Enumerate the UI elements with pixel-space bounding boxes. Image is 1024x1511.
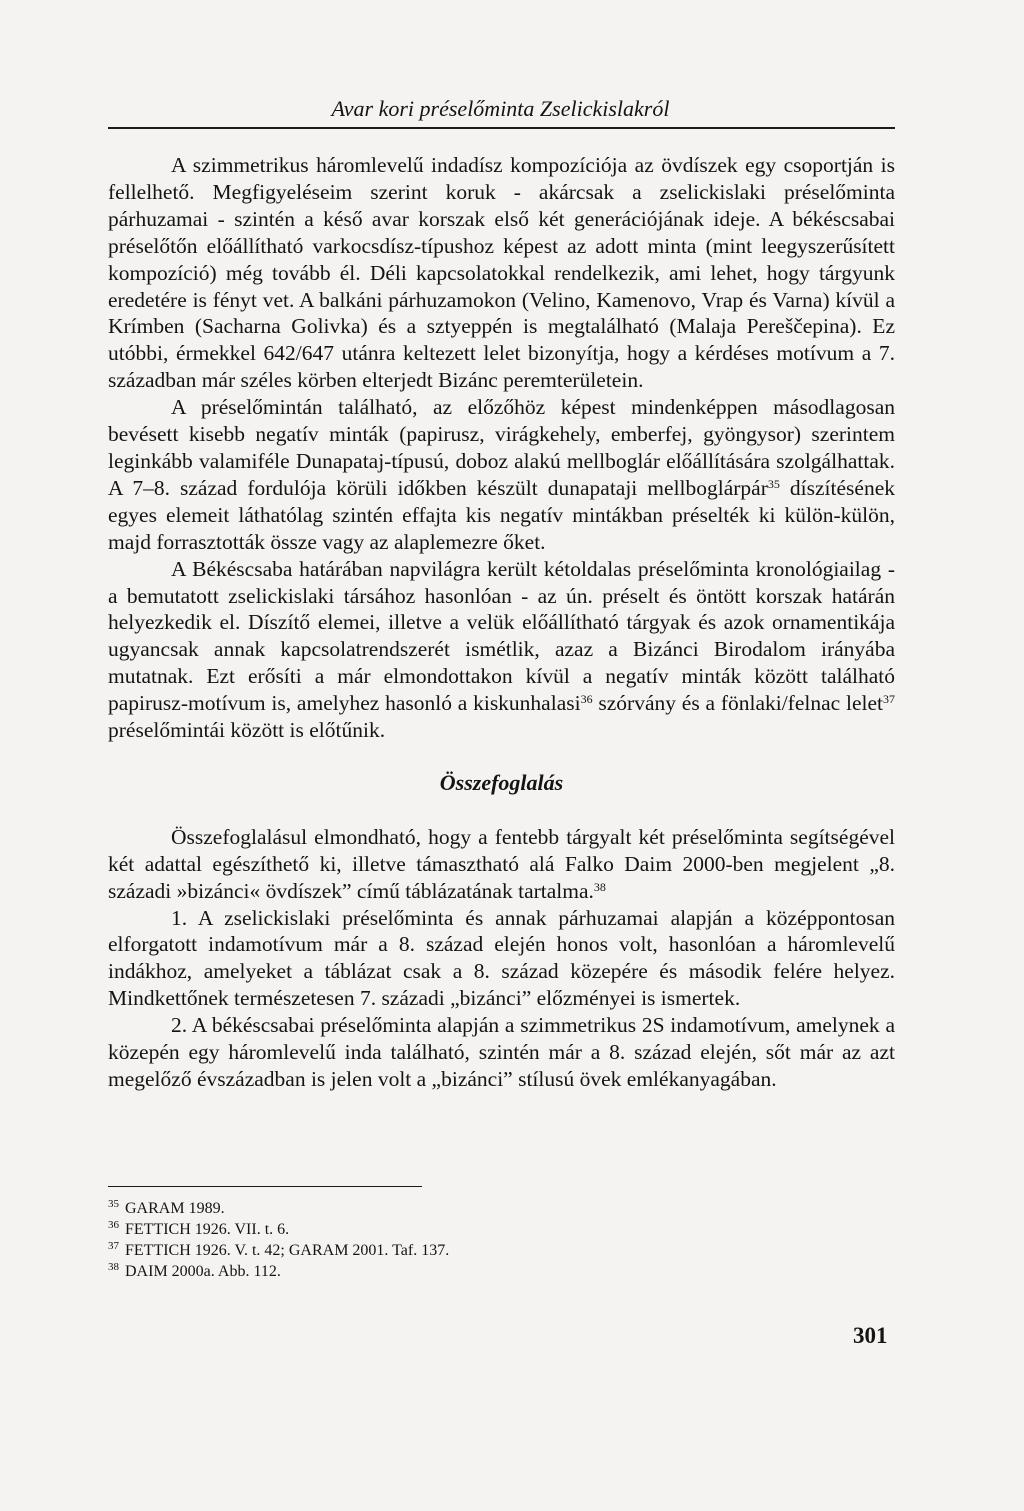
footnote	[108, 1198, 708, 1219]
paragraph-text: 1. A zselickislaki préselőminta és annak párhuzamai alapján a középpontosan elforgatott indamotívum már a 8. század elején honos volt, hasonlóan a háromlevelű indákhoz, amelyeket a táblázat csak a 8. század közepére és második felére helyez. Mindkettőnek természetesen 7. századi „bizánci” előzményei is ismertek.	[108, 905, 895, 1011]
footnote	[108, 1240, 708, 1261]
footnote	[108, 1219, 708, 1240]
paragraph	[108, 152, 895, 394]
body-text	[108, 152, 895, 1093]
footnote-number: 36	[108, 1219, 119, 1231]
paragraph-text: szórvány és a fönlaki/felnac lelet	[592, 691, 883, 716]
paragraph-text: Összefoglalásul elmondható, hogy a fentebb tárgyalt két préselőminta segítségével két adattal egészíthető ki, illetve támasztható alá Falko Daim 2000-ben megjelent „8. századi »bizánci« övdíszek” című táblázatának tartalma.	[108, 824, 895, 903]
footnote-ref[interactable]: 35	[767, 476, 780, 491]
footnote-ref[interactable]: 36	[580, 692, 593, 707]
footnote-text: DAIM 2000a. Abb. 112.	[125, 1263, 281, 1280]
paragraph-text: A Békéscsaba határában napvilágra került kétoldalas préselőminta kronológiailag - a bemutatott zselickislaki társához hasonlóan - az ún. préselt és öntött korszak határán helyezkedik el. Díszítő elemei, illetve a velük előállítható tárgyak és azok ornamentikája ugyancsak annak kapcsolatrendszerét ismétlik, azaz a Bizánci Birodalom irányába mutatnak. Ezt erősíti a már elmondottakon kívül a negatív minták között található papirusz-motívum is, amelyhez hasonló a kiskunhalasi	[108, 556, 895, 716]
footnote-divider	[108, 1186, 422, 1187]
footnote-number: 37	[108, 1240, 119, 1252]
running-header: Avar kori préselőminta Zselickislakról	[331, 96, 670, 121]
paragraph-text: A szimmetrikus háromlevelű indadísz kompozíciója az övdíszek egy csoportján is fellelhető. Megfigyeléseim szerint koruk - akárcsak a zselickislaki préselőminta párhuzamai - szintén a késő avar korszak első két generációjának ideje. A békéscsabai préselőtőn előállítható varkocsdísz-típushoz képest az adott minta (mint leegyszerűsített kompozíció) még tovább él. Déli kapcsolatokkal rendelkezik, ami lehet, hogy tárgyunk eredetére is fényt vet. A balkáni párhuzamokon (Velino, Kamenovo, Vrap és Varna) kívül a Krímben (Sacharna Golivka) és a sztyeppén is megtalálható (Malaja Pereščepina). Ez utóbbi, érmekkel 642/647 utánra keltezett lelet bizonyítja, hogy a kérdéses motívum a 7. században már széles körben elterjedt Bizánc peremterületein.	[108, 153, 895, 393]
paragraph	[108, 824, 895, 905]
footnote-number: 35	[108, 1198, 119, 1210]
section-heading: Összefoglalás	[439, 769, 564, 795]
page-number: 301	[853, 1323, 888, 1348]
footnote-ref[interactable]: 37	[883, 692, 895, 707]
footnote-number: 38	[108, 1261, 119, 1273]
header-divider	[108, 127, 895, 129]
paragraph-text: préselőmintái között is előtűnik.	[108, 718, 386, 743]
footnote	[108, 1261, 708, 1282]
paragraph-text: A préselőmintán található, az előzőhöz képest mindenképpen másodlagosan bevésett kisebb negatív minták (papirusz, virágkehely, emberfej, gyöngysor) szerintem leginkább valamiféle Dunapataj-típusú, doboz alakú mellboglár előállítására szolgálhattak. A 7–8. század fordulója körüli időkben készült dunapataji mellboglárpár	[108, 395, 895, 500]
paragraph	[108, 1012, 895, 1093]
paragraph-text: 2. A békéscsabai préselőminta alapján a szimmetrikus 2S indamotívum, amelynek a közepén egy háromlevelű inda található, szintén már a 8. század elején, sőt már az azt megelőző évszázadban is jelen volt a „bizánci” stílusú övek emlékanyagában.	[108, 1013, 895, 1091]
footnotes	[108, 1198, 708, 1282]
paragraph	[108, 556, 895, 744]
paragraph	[108, 394, 895, 555]
footnote-text: GARAM 1989.	[125, 1200, 225, 1217]
paragraph	[108, 905, 895, 1013]
footnote-ref[interactable]: 38	[593, 879, 606, 894]
footnote-text: FETTICH 1926. V. t. 42; GARAM 2001. Taf. 137.	[125, 1242, 450, 1259]
paragraph-text: díszítésének egyes elemeit láthatólag szintén effajta kis negatív mintákban préselték ki külön-külön, majd forrasztották össze vagy az alaplemezre őket.	[108, 475, 895, 554]
footnote-text: FETTICH 1926. VII. t. 6.	[125, 1221, 290, 1238]
